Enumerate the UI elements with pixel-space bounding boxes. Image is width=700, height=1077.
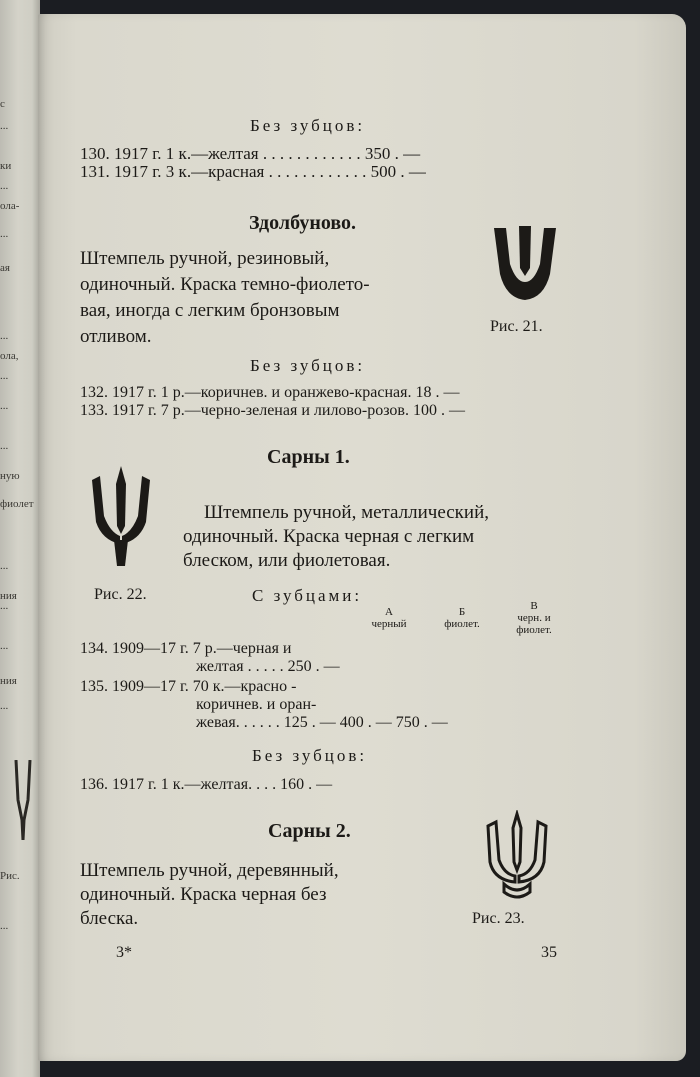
price-entry: 136. 1917 г. 1 к.—желтая. . . . 160 . — [80, 776, 333, 793]
price-entry: 131. 1917 г. 3 к.—красная . . . . . . . . . . . . 500 . — [80, 162, 426, 181]
price-entry: 130. 1917 г. 1 к.—желтая . . . . . . . . . . . . 350 . — [80, 144, 421, 163]
description-line: Штемпель ручной, деревянный, [80, 860, 339, 881]
column-header-b [434, 606, 490, 630]
trident-icon [90, 466, 152, 566]
price-entry-continuation: жевая. . . . . . 125 . — 400 . — 750 . — [196, 714, 448, 731]
description-line: отливом. [80, 326, 152, 347]
section-title-zdolbunovo: Здолбуново. [249, 212, 357, 234]
column-letter: А [385, 606, 393, 618]
figure-caption: Рис. 22. [94, 586, 147, 603]
left-fragment: ... [0, 180, 9, 192]
price-entry: 134. 1909—17 г. 7 р.—черная и [80, 640, 292, 657]
trident-outline-icon [484, 810, 550, 900]
price-entry: 132. 1917 г. 1 р.—коричнев. и оранжево-красная. 18 . — [80, 384, 460, 401]
left-fragment: ... [0, 370, 9, 382]
subheader-perforated: С зубцами: [252, 586, 363, 605]
left-fragment: ола- [0, 200, 20, 212]
column-header-a [364, 606, 414, 630]
description-line: одиночный. Краска черная с легким [183, 526, 475, 547]
left-fragment: Рис. [0, 870, 20, 882]
subheader-no-perforation: Без зубцов: [250, 116, 366, 135]
left-fragment: ... [0, 440, 9, 452]
column-label: черный [371, 618, 407, 630]
description-line: Штемпель ручной, резиновый, [80, 248, 330, 269]
left-fragment: ... [0, 920, 9, 932]
section-title-sarny-2: Сарны 2. [268, 820, 351, 842]
left-fragment: ния [0, 675, 17, 687]
column-header-c [504, 600, 564, 636]
description-line: одиночный. Краска темно-фиолето- [80, 274, 370, 295]
book-page [38, 14, 686, 1061]
left-fragment: ... [0, 560, 9, 572]
price-entry: 135. 1909—17 г. 70 к.—красно - [80, 678, 297, 695]
section-title-sarny-1: Сарны 1. [267, 446, 350, 468]
left-fragment: фиолет [0, 498, 34, 510]
description-line: блеском, или фиолетовая. [183, 550, 391, 571]
left-fragment: ... [0, 228, 9, 240]
left-fragment: ки [0, 160, 12, 172]
signature-mark: 3* [116, 944, 132, 961]
subheader-no-perforation: Без зубцов: [252, 746, 368, 765]
description-line: одиночный. Краска черная без [80, 884, 327, 905]
left-fragment: ... [0, 700, 9, 712]
trident-w-shape-icon [490, 224, 560, 304]
column-label: черн. и фиолет. [516, 612, 552, 636]
price-entry: 133. 1917 г. 7 р.—черно-зеленая и лилово-розов. 100 . — [80, 402, 465, 419]
left-fragment: ... [0, 330, 9, 342]
left-fragment: ола, [0, 350, 19, 362]
left-fragment: ... [0, 600, 9, 612]
page-number: 35 [541, 944, 557, 961]
description-line: вая, иногда с легким бронзовым [80, 300, 340, 321]
description-line: блеска. [80, 908, 139, 929]
column-letter: Б [458, 606, 466, 618]
subheader-no-perforation: Без зубцов: [250, 356, 366, 375]
price-entry-continuation: коричнев. и оран- [196, 696, 317, 713]
left-fragment: ... [0, 640, 9, 652]
figure-caption: Рис. 23. [472, 910, 525, 927]
left-fragment: ... [0, 400, 9, 412]
left-fragment: ая [0, 262, 10, 274]
figure-caption: Рис. 21. [490, 318, 543, 335]
left-fragment: с [0, 98, 5, 110]
column-label: фиолет. [444, 618, 480, 630]
left-page-edge [0, 0, 40, 1077]
price-entry-continuation: желтая . . . . . 250 . — [196, 658, 340, 675]
left-fragment: ... [0, 120, 9, 132]
left-fragment: ния [0, 590, 17, 602]
left-fragment: ную [0, 470, 20, 482]
column-letter: В [530, 600, 538, 612]
description-line: Штемпель ручной, металлический, [204, 502, 489, 523]
partial-trident-icon [12, 760, 34, 840]
